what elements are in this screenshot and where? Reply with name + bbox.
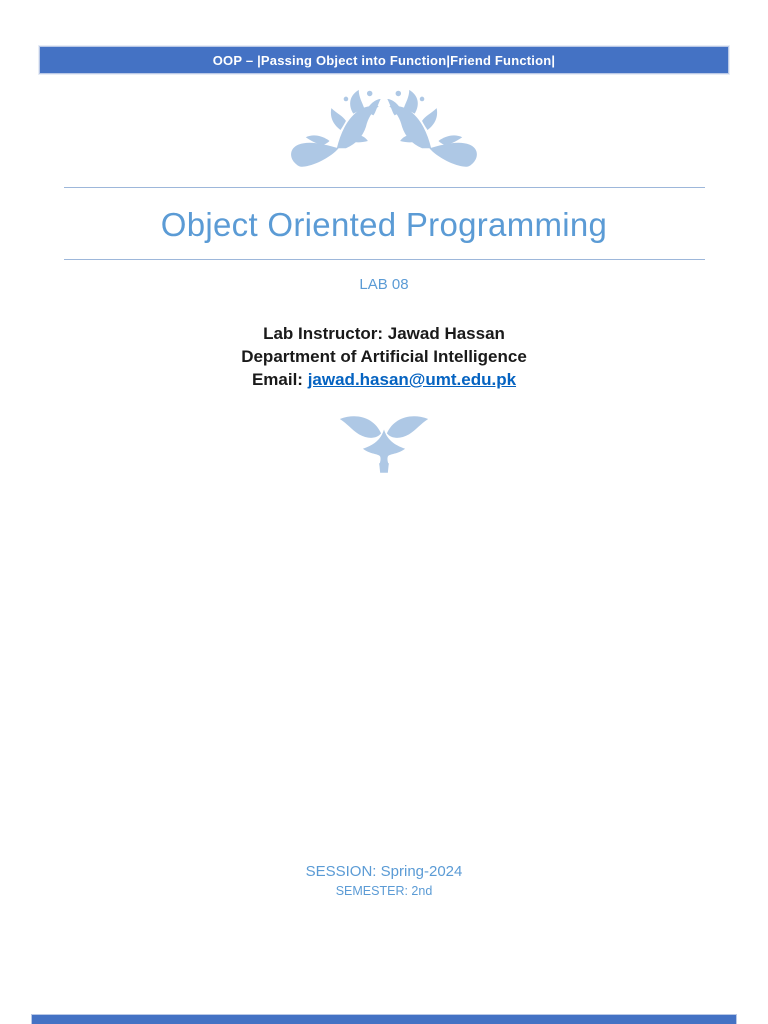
department-line: Department of Artificial Intelligence [241,347,527,366]
instructor-block [0,322,768,391]
session-line: SESSION: Spring-2024 [305,863,463,880]
divider-line-top [64,187,705,188]
header-bar-title: OOP – |Passing Object into Function|Friend Function| [212,52,556,68]
divider-line-bottom [64,259,705,260]
floral-flourish-icon [289,88,479,172]
page-title: Object Oriented Programming [160,206,608,243]
semester-line: SEMESTER: 2nd [335,884,433,898]
next-page-header-bar [31,1014,737,1024]
email-link[interactable]: jawad.hasan@umt.edu.pk [307,370,517,389]
leaf-motif-icon [336,412,432,474]
flourish-right-icon [387,88,479,172]
session-block [0,862,768,900]
instructor-line: Lab Instructor: Jawad Hassan [263,324,505,343]
flourish-left-icon [289,88,381,172]
email-line [0,368,768,391]
email-label: Email: [251,370,308,389]
lab-number: LAB 08 [359,276,409,293]
header-bar [39,46,729,74]
